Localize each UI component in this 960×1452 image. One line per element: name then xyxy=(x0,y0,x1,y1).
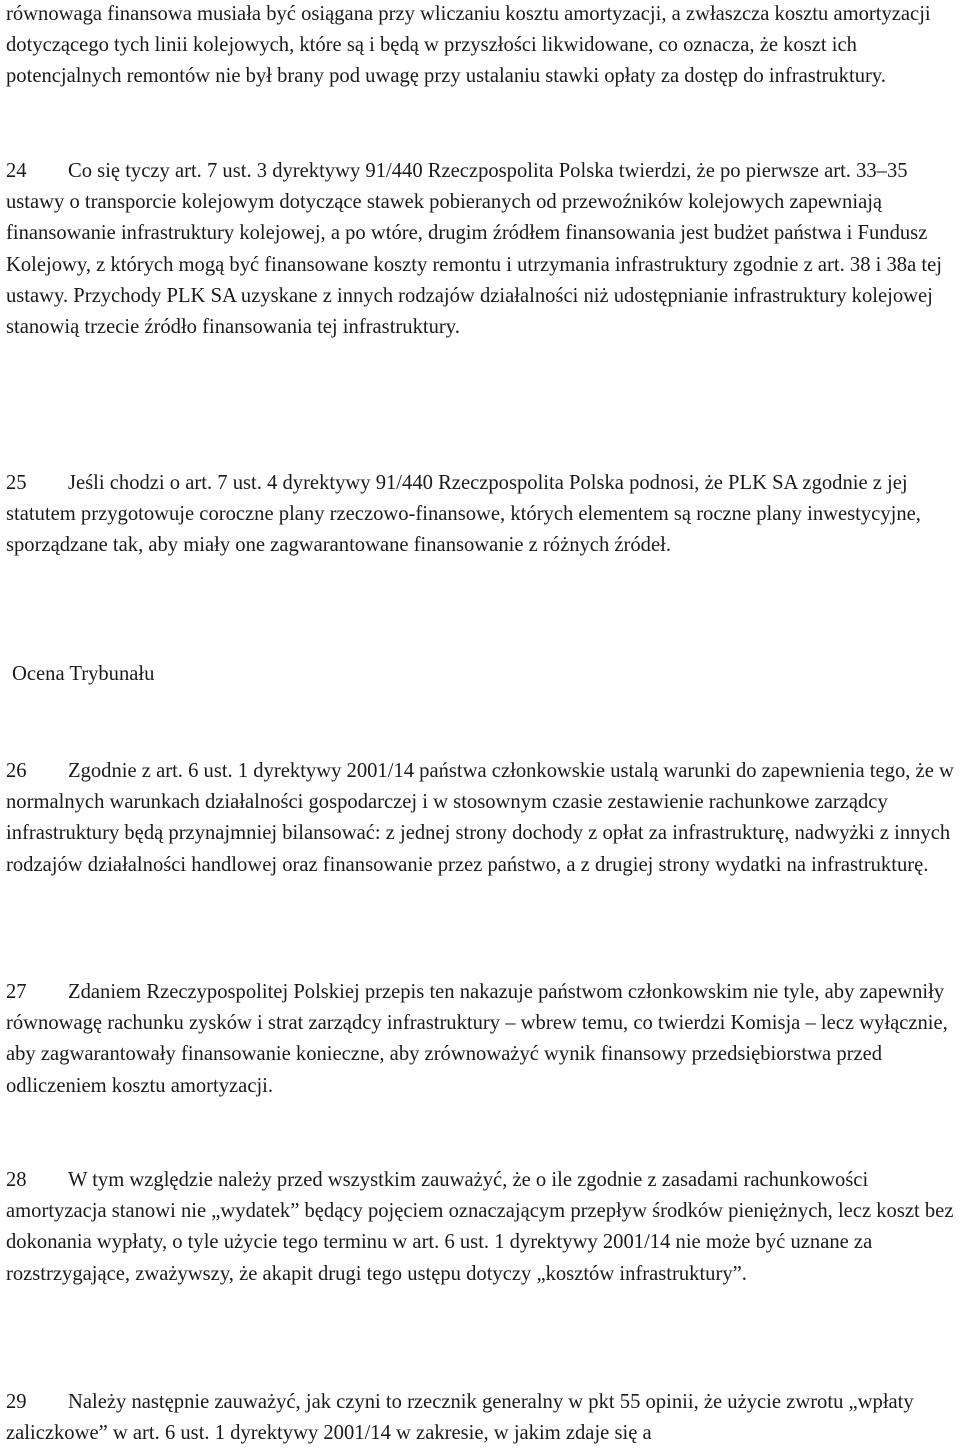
section-heading: Ocena Trybunału xyxy=(12,663,155,685)
paragraph-number: 29 xyxy=(6,1391,27,1413)
paragraph-28 xyxy=(6,1165,954,1290)
paragraph-text: Jeśli chodzi o art. 7 ust. 4 dyrektywy 91/440 Rzeczpospolita Polska podnosi, że PLK SA zgodnie z jej statutem przygotowuje coroczne plany rzeczowo-finansowe, których elementem są roczne plany inwestycyjne, sporządzane tak, aby miały one zagwarantowane finansowanie z różnych źródeł. xyxy=(6,472,921,557)
paragraph-continuation xyxy=(6,0,954,93)
paragraph-24 xyxy=(6,156,954,343)
paragraph-27 xyxy=(6,977,954,1102)
paragraph-text: Zgodnie z art. 6 ust. 1 dyrektywy 2001/14 państwa członkowskie ustalą warunki do zapewnienia tego, że w normalnych warunkach działalności gospodarczej i w stosownym czasie zestawienie rachunkowe zarządcy infrastruktury będą przynajmniej bilansować: z jednej strony dochody z opłat za infrastrukturę, nadwyżki z innych rodzajów działalności handlowej oraz finansowanie przez państwo, a z drugiej strony wydatki na infrastrukturę. xyxy=(6,760,954,876)
paragraph-number: 26 xyxy=(6,760,27,782)
paragraph-text: W tym względzie należy przed wszystkim zauważyć, że o ile zgodnie z zasadami rachunkowości amortyzacja stanowi nie „wydatek” będący pojęciem oznaczającym przepływ środków pieniężnych, lecz koszt bez dokonania wypłaty, o tyle użycie tego terminu w art. 6 ust. 1 dyrektywy 2001/14 nie może być uznane za rozstrzygające, zważywszy, że akapit drugi tego ustępu dotyczy „kosztów infrastruktury”. xyxy=(6,1169,954,1285)
paragraph-number: 24 xyxy=(6,160,27,182)
paragraph-26 xyxy=(6,756,954,881)
paragraph-25 xyxy=(6,468,954,562)
paragraph-text: równowaga finansowa musiała być osiągana przy wliczaniu kosztu amortyzacji, a zwłaszcza kosztu amortyzacji dotyczącego tych linii kolejowych, które są i będą w przyszłości likwidowane, co oznacza, że koszt ich potencjalnych remontów nie był brany pod uwagę przy ustalaniu stawki opłaty za dostęp do infrastruktury. xyxy=(6,3,931,88)
paragraph-text: Co się tyczy art. 7 ust. 3 dyrektywy 91/440 Rzeczpospolita Polska twierdzi, że po pierwsze art. 33–35 ustawy o transporcie kolejowym dotyczące stawek pobieranych od przewoźników kolejowych zapewniają finansowanie infrastruktury kolejowej, a po wtóre, drugim źródłem finansowania jest budżet państwa i Fundusz Kolejowy, z których mogą być finansowane koszty remontu i utrzymania infrastruktury zgodnie z art. 38 i 38a tej ustawy. Przychody PLK SA uzyskane z innych rodzajów działalności niż udostępnianie infrastruktury kolejowej stanowią trzecie źródło finansowania tej infrastruktury. xyxy=(6,160,942,339)
paragraph-number: 25 xyxy=(6,472,27,494)
paragraph-text: Należy następnie zauważyć, jak czyni to rzecznik generalny w pkt 55 opinii, że użycie zwrotu „wpłaty zaliczkowe” w art. 6 ust. 1 dyrektywy 2001/14 w zakresie, w jakim zdaje się a xyxy=(6,1391,914,1445)
paragraph-text: Zdaniem Rzeczypospolitej Polskiej przepis ten nakazuje państwom członkowskim nie tyle, aby zapewniły równowagę rachunku zysków i strat zarządcy infrastruktury – wbrew temu, co twierdzi Komisja – lecz wyłącznie, aby zagwarantowały finansowanie konieczne, aby zrównoważyć wynik finansowy przedsiębiorstwa przed odliczeniem kosztu amortyzacji. xyxy=(6,981,948,1097)
paragraph-29 xyxy=(6,1387,954,1449)
paragraph-number: 28 xyxy=(6,1169,27,1191)
paragraph-number: 27 xyxy=(6,981,27,1003)
